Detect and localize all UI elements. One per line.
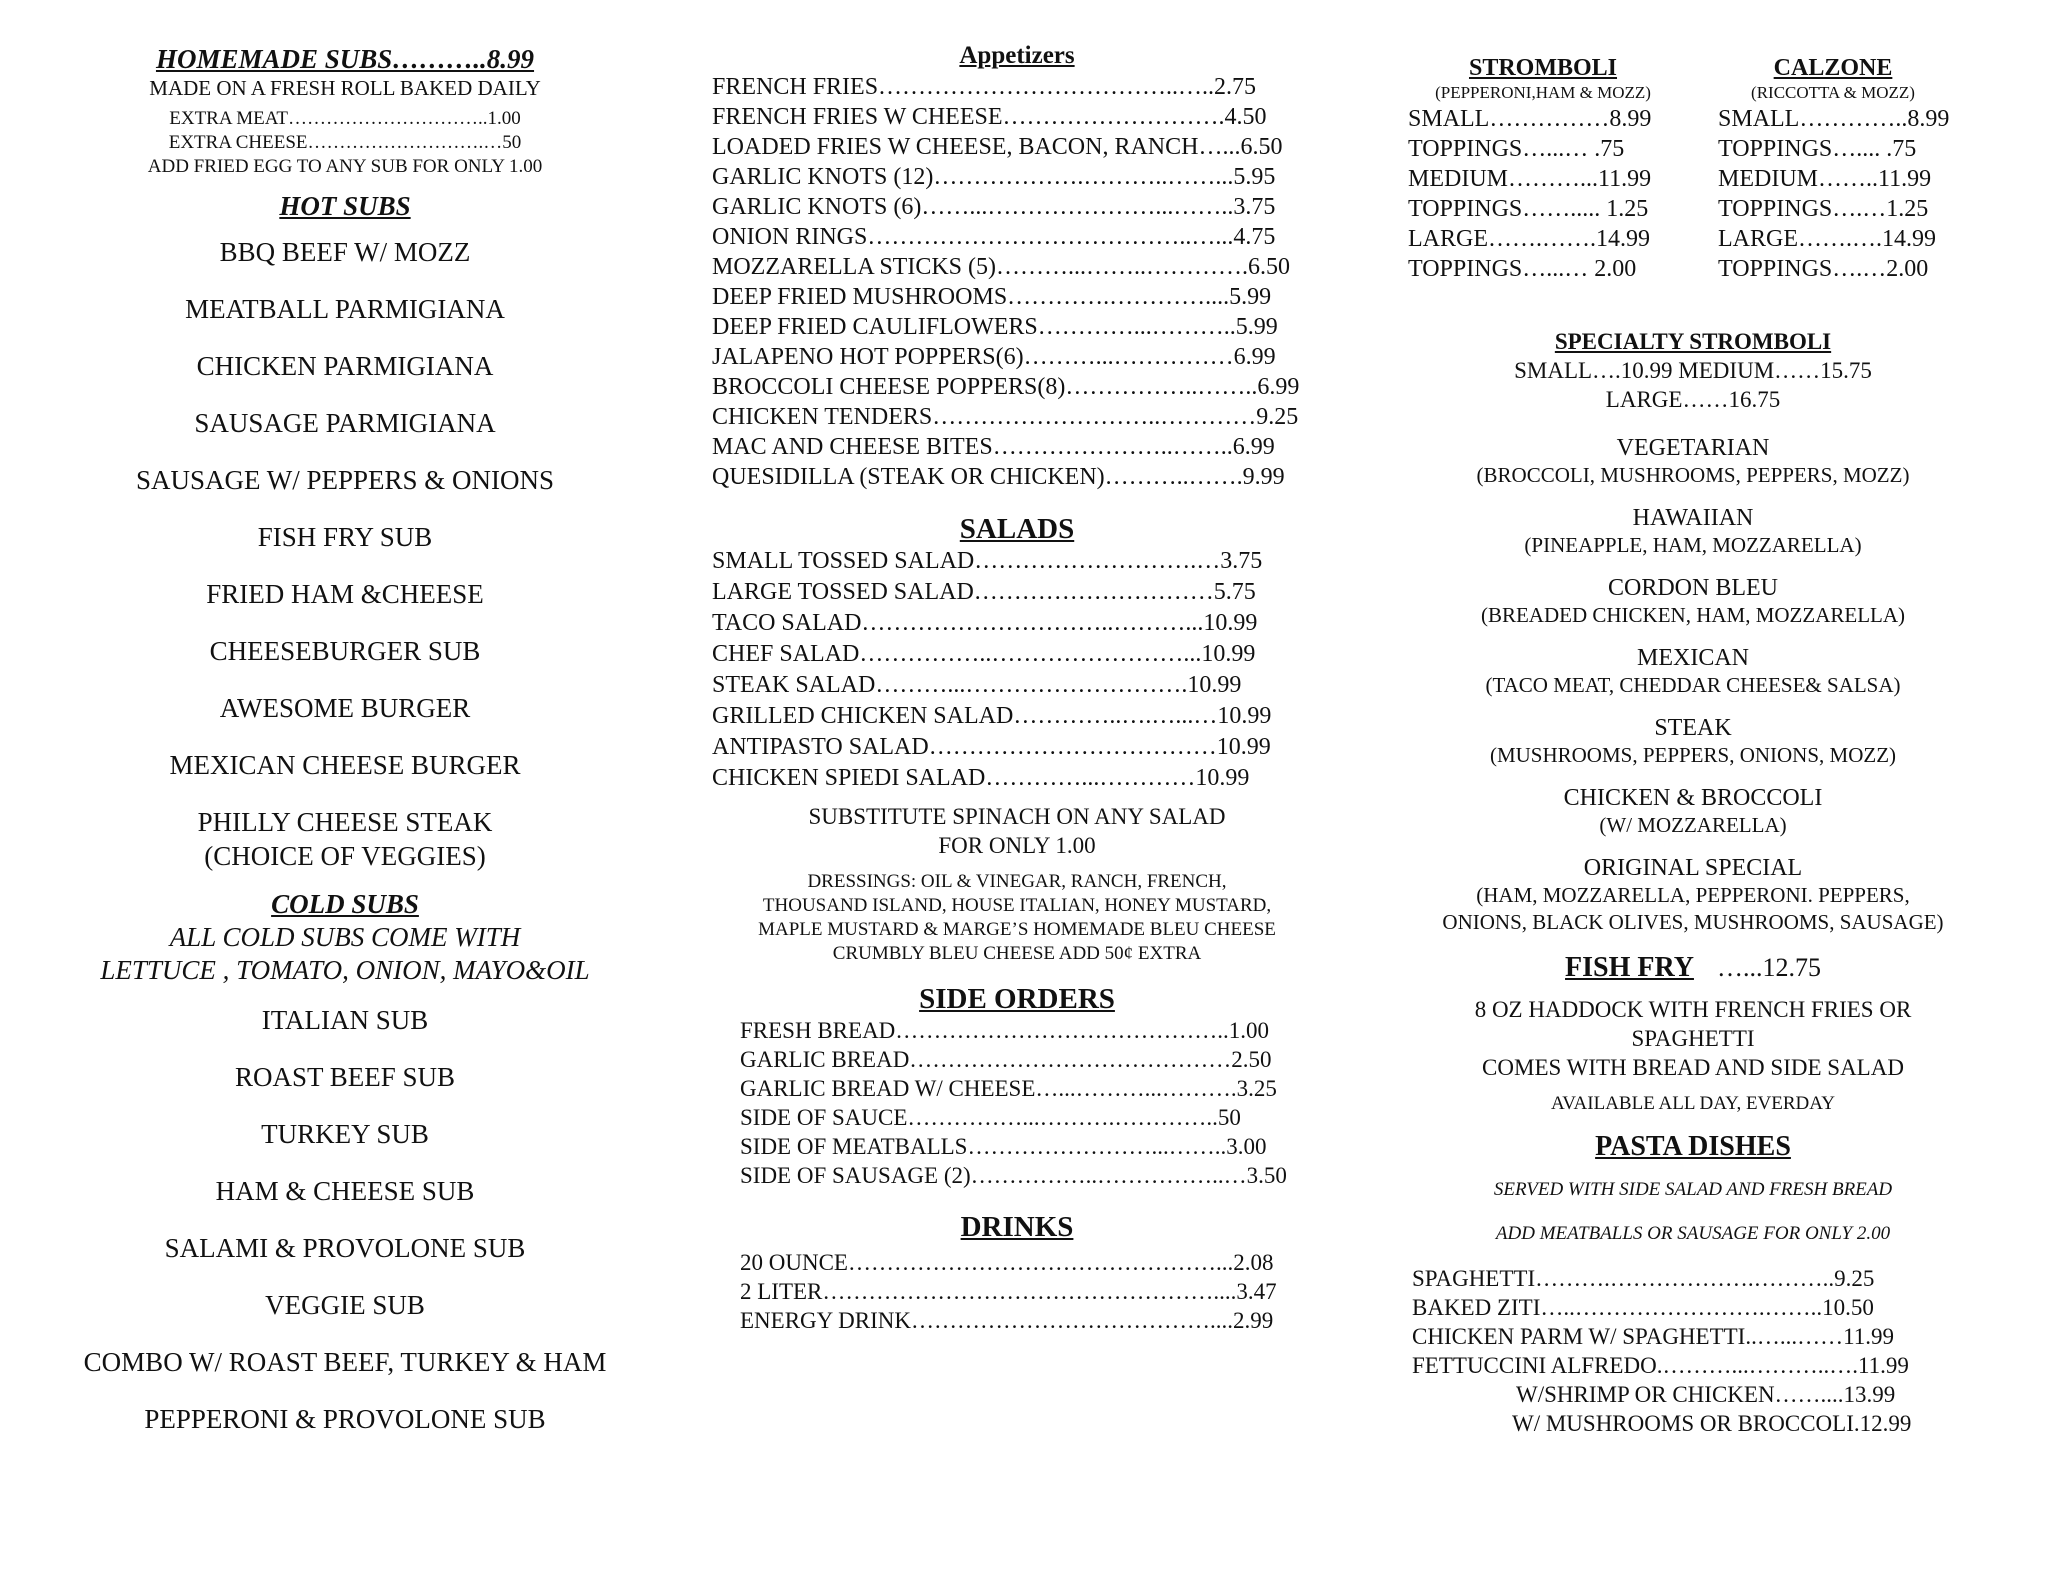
list-item: ITALIAN SUB	[261, 1005, 429, 1035]
specialty-prices-2: LARGE……16.75	[1605, 387, 1781, 412]
list-item: GARLIC KNOTS (12)……………….………..……...5.95	[712, 164, 1276, 190]
list-item: DEEP FRIED MUSHROOMS………….…………....5.99	[712, 284, 1272, 310]
spinach-note-line-1: SUBSTITUTE SPINACH ON ANY SALAD	[808, 804, 1226, 829]
list-item: LARGE TOSSED SALAD…………………………5.75	[712, 579, 1256, 605]
dressings-line: MAPLE MUSTARD & MARGE’S HOMEMADE BLEU CHEESE	[758, 919, 1276, 940]
list-item: JALAPENO HOT POPPERS(6)………...……………6.99	[712, 344, 1276, 370]
pasta-title: PASTA DISHES	[1595, 1131, 1791, 1162]
specialty-prices-1: SMALL….10.99 MEDIUM……15.75	[1514, 358, 1872, 383]
list-item: SALAMI & PROVOLONE SUB	[164, 1233, 526, 1263]
list-item: FETTUCCINI ALFREDO.………...………..….11.99	[1412, 1353, 1909, 1378]
stromboli-section	[1408, 54, 1688, 284]
list-item: TOPPINGS….…1.25	[1718, 196, 1929, 222]
extra-cheese: EXTRA CHEESE……………………….…50	[168, 132, 522, 153]
fish-fry-heading	[1408, 951, 1978, 985]
specialty-item-name: CHICKEN & BROCCOLI	[1563, 785, 1823, 811]
specialty-item-name: CORDON BLEU	[1607, 575, 1778, 601]
specialty-item-name: VEGETARIAN	[1616, 435, 1770, 461]
list-item: SAUSAGE W/ PEPPERS & ONIONS	[135, 465, 555, 495]
column-appetizers	[712, 40, 1342, 1335]
pasta-section	[1408, 1130, 1978, 1438]
calzone-title: CALZONE	[1773, 55, 1893, 81]
list-item: ENERGY DRINK…………………………………....2.99	[740, 1308, 1274, 1333]
hot-subs-list	[40, 235, 650, 873]
specialty-item-desc: (MUSHROOMS, PEPPERS, ONIONS, MOZZ)	[1489, 743, 1897, 767]
list-item-note: (CHOICE OF VEGGIES)	[204, 841, 486, 871]
list-item: SIDE OF MEATBALLS……………………...……..3.00	[740, 1134, 1267, 1159]
list-item: MEXICAN CHEESE BURGER	[169, 750, 521, 780]
original-special-name: ORIGINAL SPECIAL	[1583, 855, 1803, 881]
list-item: AWESOME BURGER	[219, 693, 471, 723]
cold-subs-list	[40, 1003, 650, 1436]
list-item: 2 LITER……………………………………………....3.47	[740, 1279, 1277, 1304]
list-item: COMBO W/ ROAST BEEF, TURKEY & HAM	[83, 1347, 607, 1377]
homemade-subs-title: HOMEMADE SUBS………..8.99	[155, 44, 535, 74]
hot-subs-title: HOT SUBS	[279, 191, 411, 221]
extra-meat: EXTRA MEAT…………………………..1.00	[169, 108, 521, 129]
fish-fry-desc-2: SPAGHETTI	[1631, 1026, 1755, 1051]
list-item: ANTIPASTO SALAD………………………………10.99	[712, 734, 1271, 760]
list-item: SAUSAGE PARMIGIANA	[194, 408, 496, 438]
cold-subs-note-2: LETTUCE , TOMATO, ONION, MAYO&OIL	[100, 955, 590, 985]
drinks-list	[712, 1248, 1342, 1335]
spinach-note-line-2: FOR ONLY 1.00	[938, 833, 1096, 858]
list-item: FISH FRY SUB	[257, 522, 433, 552]
fried-egg-note: ADD FRIED EGG TO ANY SUB FOR ONLY 1.00	[147, 156, 543, 177]
list-item: CHEF SALAD……………..……………………...10.99	[712, 641, 1256, 667]
specialty-item-desc: (BREADED CHICKEN, HAM, MOZZARELLA)	[1480, 603, 1906, 627]
fish-fry-desc-3: COMES WITH BREAD AND SIDE SALAD	[1482, 1055, 1904, 1080]
stromboli-subtitle: (PEPPERONI,HAM & MOZZ)	[1435, 83, 1651, 102]
dressings-line: CRUMBLY BLEU CHEESE ADD 50¢ EXTRA	[832, 943, 1202, 964]
list-item: TACO SALAD…………………………..………...10.99	[712, 610, 1258, 636]
specialty-item-name: MEXICAN	[1637, 645, 1749, 671]
list-item: GARLIC BREAD……………………………………2.50	[740, 1047, 1272, 1072]
original-special-desc-2: ONIONS, BLACK OLIVES, MUSHROOMS, SAUSAGE)	[1442, 910, 1944, 934]
list-item: SMALL…………..8.99	[1718, 106, 1950, 132]
list-item: W/ MUSHROOMS OR BROCCOLI.12.99	[1512, 1411, 1912, 1436]
list-item: TOPPINGS…...… 2.00	[1408, 256, 1637, 282]
list-item: CHICKEN PARM W/ SPAGHETTI..…...……11.99	[1412, 1324, 1894, 1349]
list-item: FRENCH FRIES W CHEESE……………………….4.50	[712, 104, 1267, 130]
specialty-stromboli-title: SPECIALTY STROMBOLI	[1554, 329, 1832, 354]
list-item: BAKED ZITI…..…………………….……..10.50	[1412, 1295, 1874, 1320]
list-item: TOPPINGS….…2.00	[1718, 256, 1929, 282]
list-item: MOZZARELLA STICKS (5)………...……..………….6.50	[712, 254, 1290, 280]
calzone-subtitle: (RICCOTTA & MOZZ)	[1751, 83, 1915, 102]
list-item: TOPPINGS…...… .75	[1408, 136, 1625, 162]
list-item: SMALL TOSSED SALAD……………………….…3.75	[712, 548, 1263, 574]
list-item: BROCCOLI CHEESE POPPERS(8)……………..……..6.99	[712, 374, 1300, 400]
fish-fry-availability: AVAILABLE ALL DAY, EVERDAY	[1551, 1093, 1835, 1114]
list-item: MAC AND CHEESE BITES…………………..……..6.99	[712, 434, 1275, 460]
list-item: LOADED FRIES W CHEESE, BACON, RANCH…...6.50	[712, 134, 1283, 160]
specialty-stromboli-section	[1408, 328, 1978, 936]
drinks-title: DRINKS	[960, 1211, 1074, 1243]
specialty-item-desc: (PINEAPPLE, HAM, MOZZARELLA)	[1524, 533, 1862, 557]
column-subs	[40, 44, 650, 1436]
list-item: GARLIC BREAD W/ CHEESE…...………...……….3.25	[740, 1076, 1277, 1101]
list-item: MEDIUM………...11.99	[1408, 166, 1652, 192]
list-item: SPAGHETTI……….……………….………..9.25	[1412, 1266, 1875, 1291]
list-item: 20 OUNCE…………………………………………...2.08	[740, 1250, 1274, 1275]
homemade-extras	[40, 107, 650, 179]
list-item: W/SHRIMP OR CHICKEN……....13.99	[1516, 1382, 1896, 1407]
list-item: QUESIDILLA (STEAK OR CHICKEN)………..…….9.99	[712, 464, 1285, 490]
list-item: FRIED HAM &CHEESE	[206, 579, 484, 609]
fish-fry-title: FISH FRY	[1565, 952, 1694, 983]
appetizers-list	[712, 72, 1342, 492]
appetizers-title: Appetizers	[959, 42, 1075, 69]
fish-fry-price: …...12.75	[1716, 953, 1821, 982]
specialty-item-desc: (W/ MOZZARELLA)	[1599, 813, 1787, 837]
list-item: SIDE OF SAUSAGE (2)……………..……………..…3.50	[740, 1163, 1287, 1188]
list-item: VEGGIE SUB	[265, 1290, 425, 1320]
list-item: GRILLED CHICKEN SALAD…………..….…...…10.99	[712, 703, 1272, 729]
list-item: MEATBALL PARMIGIANA	[185, 294, 505, 324]
list-item: ONION RINGS…………………………………..…...4.75	[712, 224, 1276, 250]
specialty-item-desc: (TACO MEAT, CHEDDAR CHEESE& SALSA)	[1485, 673, 1901, 697]
list-item: TOPPINGS….... .75	[1718, 136, 1917, 162]
list-item: SMALL……………8.99	[1408, 106, 1652, 132]
cold-subs-title: COLD SUBS	[271, 889, 419, 919]
list-item: CHICKEN SPIEDI SALAD…………...…………10.99	[712, 765, 1250, 791]
list-item: MEDIUM……..11.99	[1718, 166, 1932, 192]
list-item: PHILLY CHEESE STEAK	[197, 807, 493, 837]
list-item: HAM & CHEESE SUB	[215, 1176, 475, 1206]
dressings-line: DRESSINGS: OIL & VINEGAR, RANCH, FRENCH,	[807, 871, 1227, 892]
salads-title: SALADS	[959, 513, 1075, 545]
pasta-note-2: ADD MEATBALLS OR SAUSAGE FOR ONLY 2.00	[1495, 1223, 1891, 1244]
list-item: CHICKEN TENDERS………………………..…………9.25	[712, 404, 1299, 430]
stromboli-calzone-block	[1408, 54, 1978, 284]
column-stromboli	[1408, 54, 1978, 1438]
list-item: DEEP FRIED CAULIFLOWERS…………...………..5.99	[712, 314, 1278, 340]
homemade-subs-subtitle: MADE ON A FRESH ROLL BAKED DAILY	[149, 76, 541, 100]
stromboli-title: STROMBOLI	[1468, 55, 1618, 81]
salads-list	[712, 546, 1342, 794]
specialty-item-desc: (BROCCOLI, MUSHROOMS, PEPPERS, MOZZ)	[1476, 463, 1910, 487]
fish-fry-section	[1408, 951, 1978, 1116]
list-item: TOPPINGS……..... 1.25	[1408, 196, 1649, 222]
list-item: STEAK SALAD………...……………………….10.99	[712, 672, 1242, 698]
cold-subs-note-1: ALL COLD SUBS COME WITH	[169, 922, 521, 952]
specialty-item-name: HAWAIIAN	[1632, 505, 1754, 531]
list-item: PEPPERONI & PROVOLONE SUB	[144, 1404, 546, 1434]
list-item: CHEESEBURGER SUB	[209, 636, 481, 666]
dressings-line: THOUSAND ISLAND, HOUSE ITALIAN, HONEY MUSTARD,	[762, 895, 1272, 916]
specialty-item-name: STEAK	[1654, 715, 1732, 741]
pasta-note-1: SERVED WITH SIDE SALAD AND FRESH BREAD	[1493, 1179, 1893, 1200]
list-item: BBQ BEEF W/ MOZZ	[219, 237, 471, 267]
list-item: FRESH BREAD……………………………………..1.00	[740, 1018, 1270, 1043]
fish-fry-desc-1: 8 OZ HADDOCK WITH FRENCH FRIES OR	[1474, 997, 1912, 1022]
original-special-desc-1: (HAM, MOZZARELLA, PEPPERONI. PEPPERS,	[1476, 883, 1910, 907]
list-item: GARLIC KNOTS (6)……...…………………...……..3.75	[712, 194, 1276, 220]
list-item: FRENCH FRIES………………………………..…..2.75	[712, 74, 1257, 100]
dressings-note	[712, 870, 1322, 966]
spinach-note	[712, 802, 1322, 860]
list-item: SIDE OF SAUCE……………...……….…………..50	[740, 1105, 1241, 1130]
pasta-list	[1408, 1264, 1978, 1438]
list-item: ROAST BEEF SUB	[234, 1062, 456, 1092]
list-item: CHICKEN PARMIGIANA	[196, 351, 494, 381]
list-item: TURKEY SUB	[261, 1119, 429, 1149]
side-orders-list	[712, 1016, 1342, 1190]
list-item: LARGE…….….14.99	[1718, 226, 1936, 252]
list-item: LARGE…….…….14.99	[1408, 226, 1650, 252]
calzone-section	[1718, 54, 1978, 284]
side-orders-title: SIDE ORDERS	[919, 983, 1115, 1015]
